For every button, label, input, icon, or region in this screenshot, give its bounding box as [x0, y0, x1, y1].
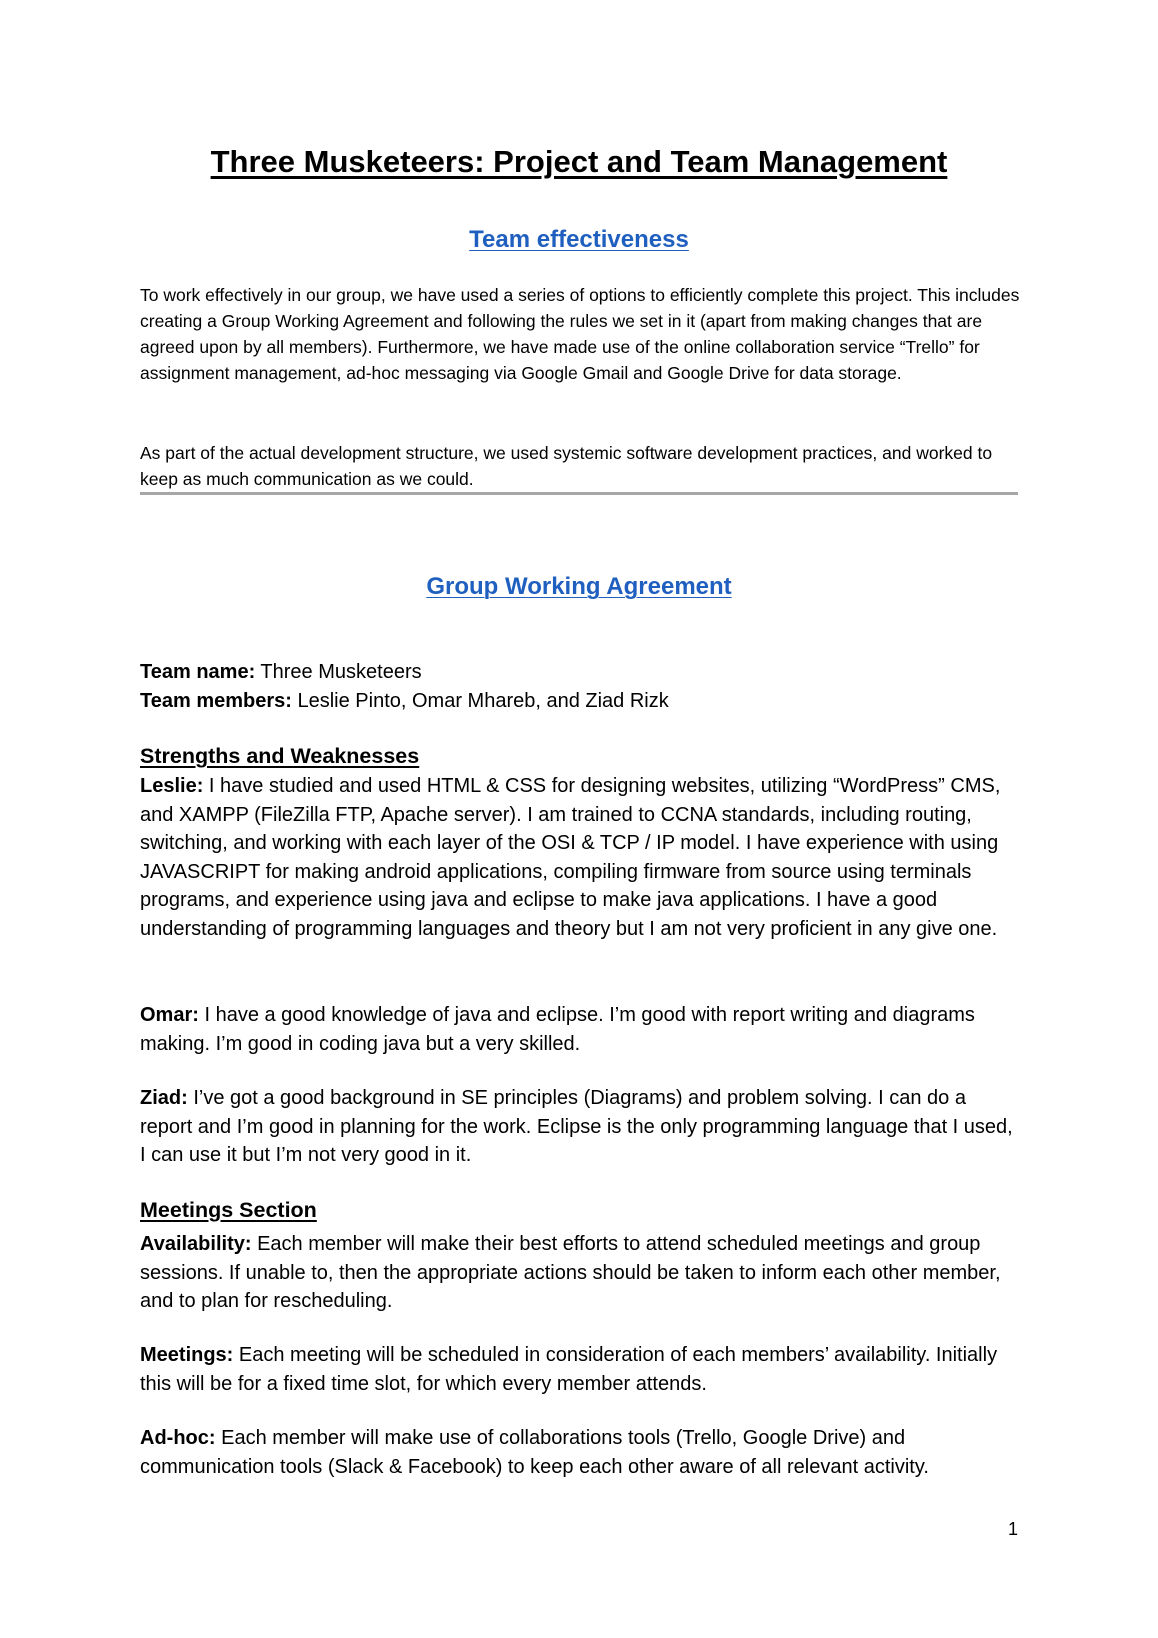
meetings-section-heading: Meetings Section	[140, 1198, 317, 1222]
team-effectiveness-paragraph-2: As part of the actual development structure, we used systemic software development practices, and worked to keep as much communication as we could.	[140, 443, 993, 489]
team-effectiveness-paragraph-1: To work effectively in our group, we have used a series of options to efficiently complete this project. This includes creating a Group Working Agreement and following the rules we set in it (apart from making changes that are agreed upon by all members). Furthermore, we have made use of the online collaboration service “Trello” for assignment management, ad-hoc messaging via Google Gmail and Google Drive for data storage.	[140, 285, 1020, 383]
team-name-line	[140, 658, 1020, 687]
team-members-label: Team members:	[140, 690, 292, 712]
adhoc-text: Each member will make use of collaborations tools (Trello, Google Drive) and communication tools (Slack & Facebook) to keep each other aware of all relevant activity.	[140, 1427, 929, 1478]
page-number: 1	[1008, 1519, 1019, 1539]
meetings-paragraph	[140, 1341, 1020, 1398]
meetings-label: Meetings:	[140, 1344, 234, 1366]
availability-text: Each member will make their best efforts to attend scheduled meetings and group sessions. If unable to, then the appropriate actions should be taken to inform each other member, and to plan for rescheduling.	[140, 1233, 1001, 1312]
adhoc-paragraph	[140, 1424, 1020, 1481]
leslie-text: I have studied and used HTML & CSS for designing websites, utilizing “WordPress” CMS, and XAMPP (FileZilla FTP, Apache server). I am trained to CCNA standards, including routing, switching, and working with each layer of the OSI & TCP / IP model. I have experience with using JAVASCRIPT for making android applications, compiling firmware from source using terminals programs, and experience using java and eclipse to make java applications. I have a good understanding of programming languages and theory but I am not very proficient in any give one.	[140, 775, 1001, 940]
team-effectiveness-heading: Team effectiveness	[469, 226, 689, 253]
availability-paragraph	[140, 1230, 1020, 1316]
horizontal-rule	[140, 492, 1018, 495]
omar-text: I have a good knowledge of java and eclipse. I’m good with report writing and diagrams making. I’m good in coding java but a very skilled.	[140, 1004, 975, 1055]
leslie-label: Leslie:	[140, 775, 204, 797]
team-members-value: Leslie Pinto, Omar Mhareb, and Ziad Rizk	[291, 690, 669, 712]
omar-label: Omar:	[140, 1004, 199, 1026]
team-name-value: Three Musketeers	[255, 661, 422, 683]
strengths-weaknesses-heading: Strengths and Weaknesses	[140, 744, 420, 768]
availability-label: Availability:	[140, 1233, 252, 1255]
document-title: Three Musketeers: Project and Team Management	[210, 144, 948, 179]
meetings-text: Each meeting will be scheduled in consideration of each members’ availability. Initially this will be for a fixed time slot, for which every member attends.	[140, 1344, 998, 1395]
leslie-paragraph	[140, 772, 1020, 943]
group-working-agreement-heading: Group Working Agreement	[426, 573, 732, 600]
adhoc-label: Ad-hoc:	[140, 1427, 216, 1449]
ziad-label: Ziad:	[140, 1087, 188, 1109]
team-members-line	[140, 687, 1020, 716]
omar-paragraph	[140, 1001, 1020, 1058]
ziad-text: I’ve got a good background in SE principles (Diagrams) and problem solving. I can do a report and I’m good in planning for the work. Eclipse is the only programming language that I used, I can use it but I’m not very good in it.	[140, 1087, 1013, 1166]
team-name-label: Team name:	[140, 661, 256, 683]
ziad-paragraph	[140, 1084, 1020, 1170]
